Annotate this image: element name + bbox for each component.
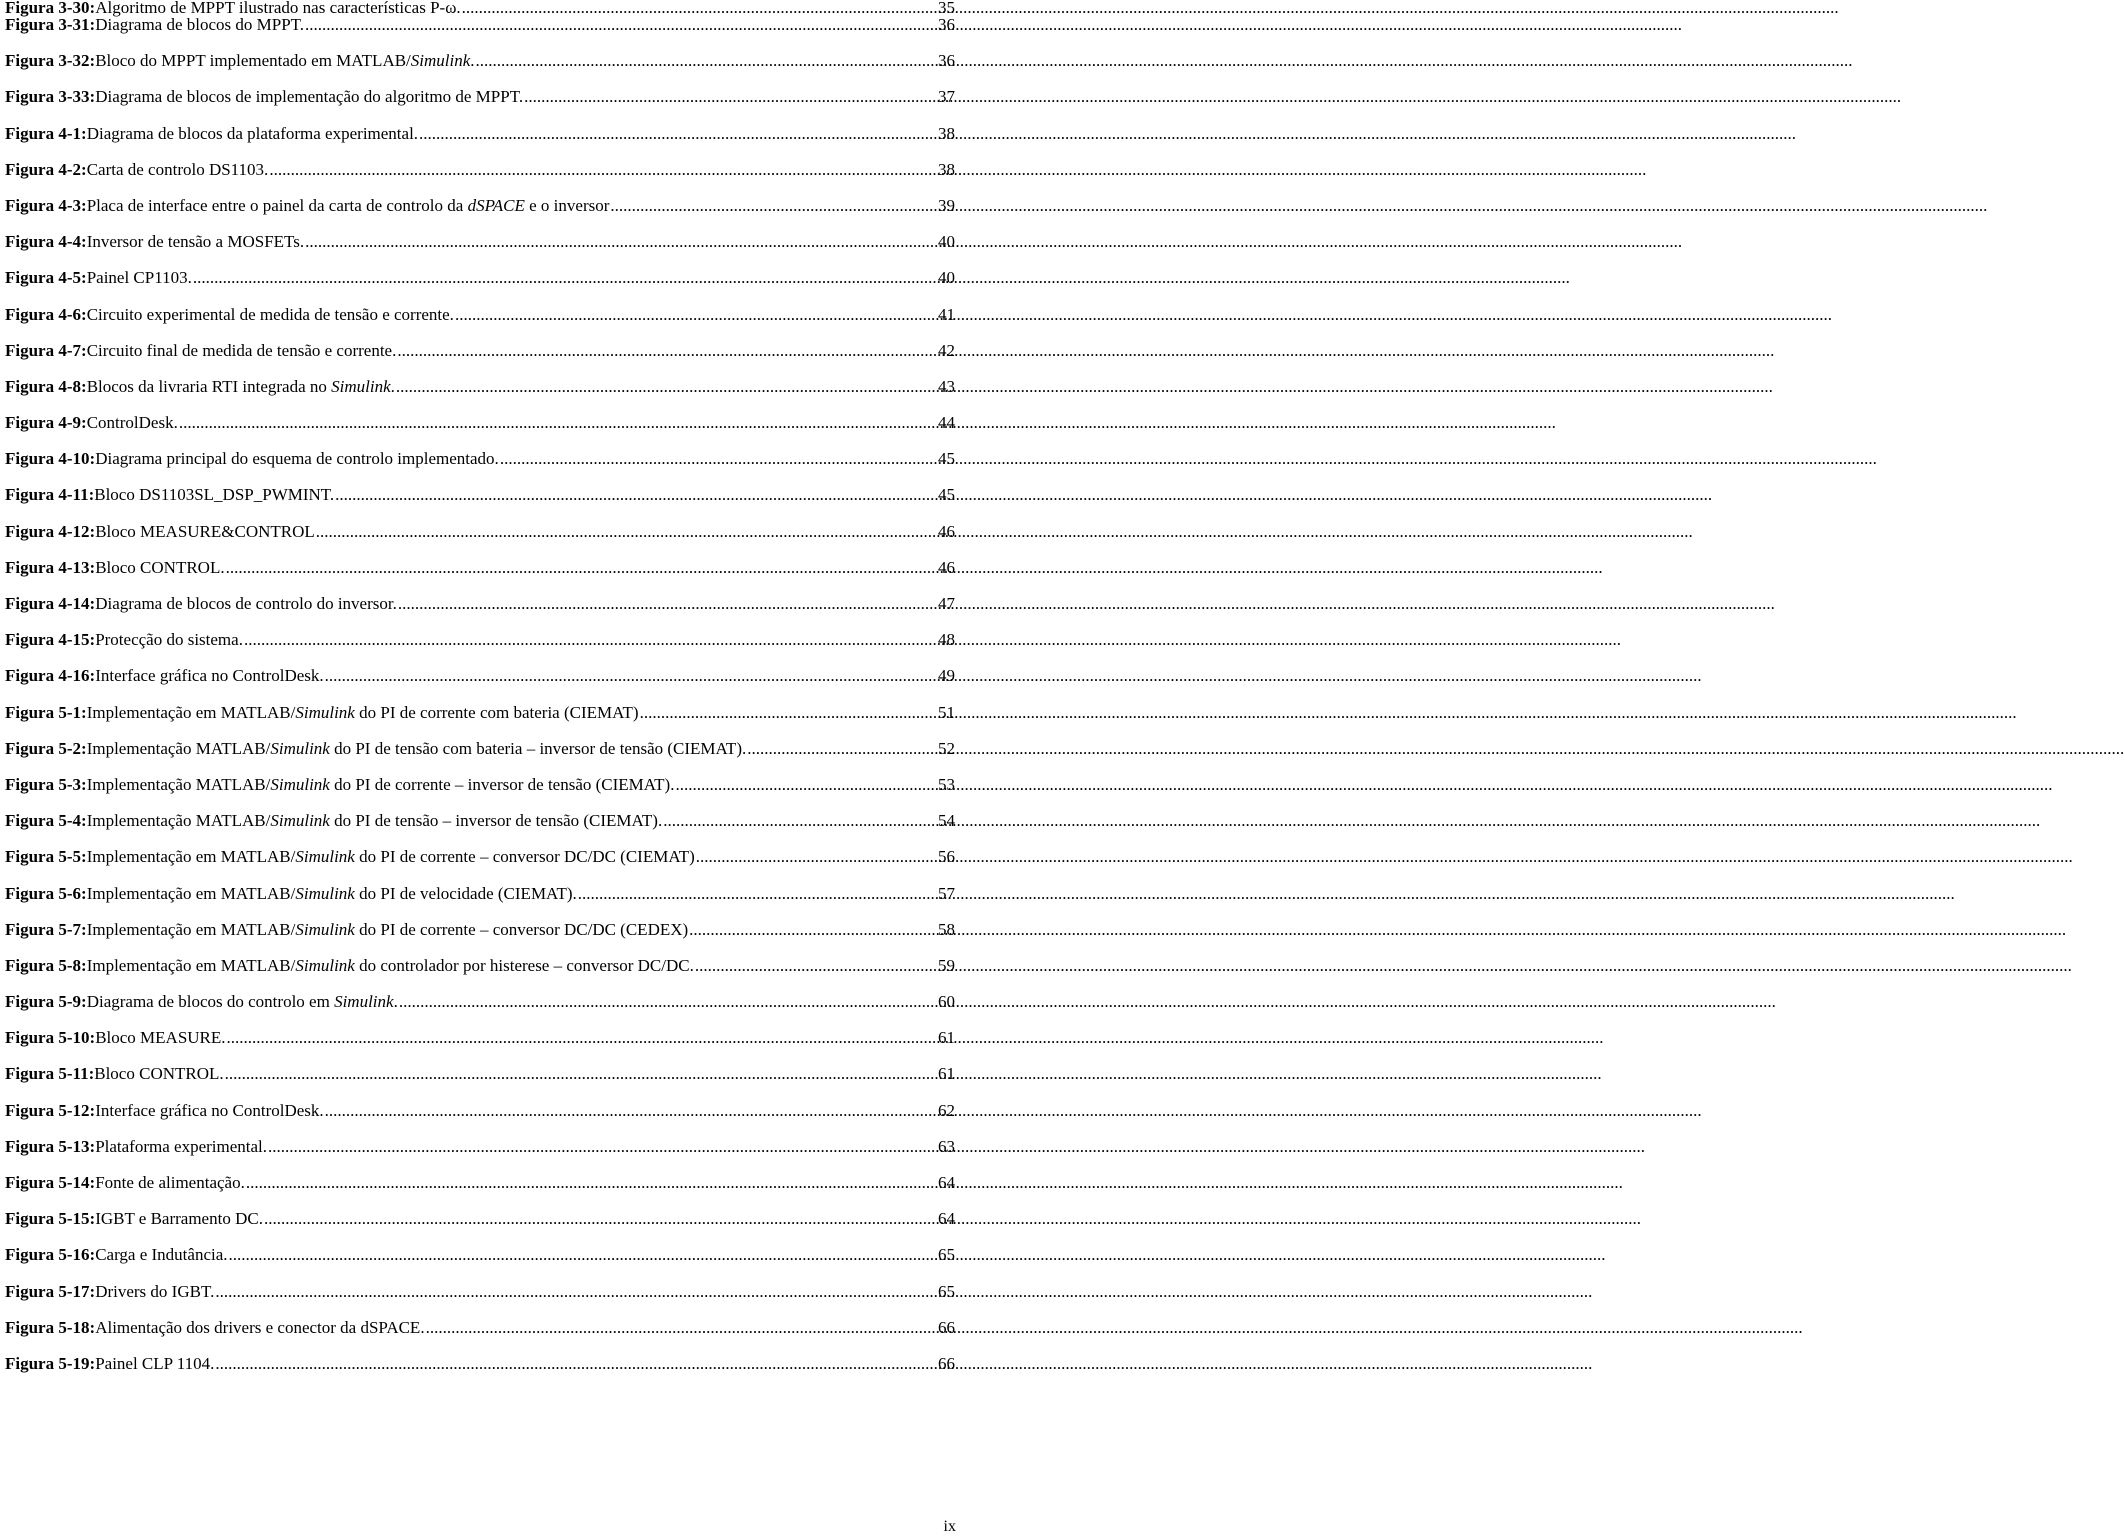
page-reference: 45 bbox=[938, 485, 955, 505]
figure-title bbox=[95, 52, 474, 69]
figure-title-tail: . bbox=[390, 376, 395, 396]
dot-leader bbox=[396, 378, 937, 395]
toc-entry[interactable] bbox=[5, 16, 955, 52]
dot-leader bbox=[268, 1138, 937, 1155]
figure-number-label: Figura 5-14: bbox=[5, 1173, 96, 1192]
figure-title bbox=[95, 0, 460, 16]
figure-title bbox=[87, 957, 694, 974]
dot-leader bbox=[675, 776, 937, 793]
figure-title bbox=[87, 306, 454, 323]
figure-title-text: Diagrama de blocos da plataforma experimental. bbox=[86, 123, 419, 143]
figure-title-text: Interface gráfica no ControlDesk. bbox=[95, 1100, 324, 1120]
page-reference: 41 bbox=[938, 304, 955, 324]
dot-leader bbox=[325, 667, 937, 684]
figure-number-label: Figura 4-9: bbox=[5, 413, 87, 433]
toc-entry[interactable] bbox=[5, 812, 955, 848]
dot-leader bbox=[476, 52, 937, 69]
figure-title-italic: Simulink bbox=[270, 738, 330, 758]
page-reference: 36 bbox=[938, 51, 955, 71]
figure-title bbox=[87, 885, 577, 902]
figure-title-text: Diagrama de blocos de implementação do algoritmo de MPPT. bbox=[95, 87, 524, 107]
page-reference: 43 bbox=[938, 376, 955, 396]
figure-number-label: Figura 4-10: bbox=[5, 449, 96, 469]
figure-title bbox=[87, 740, 747, 757]
figure-title-text: Implementação MATLAB/ bbox=[86, 811, 271, 831]
figure-title bbox=[95, 88, 523, 105]
figure-title-text: Bloco CONTROL. bbox=[95, 557, 225, 577]
figure-title-text: Bloco DS1103SL_DSP_PWMINT. bbox=[94, 485, 335, 505]
page-reference: 45 bbox=[938, 449, 955, 469]
toc-entry[interactable] bbox=[5, 993, 955, 1029]
dot-leader bbox=[305, 16, 937, 33]
figure-number-label: Figura 5-6: bbox=[5, 883, 87, 903]
figure-number-label: Figura 5-4: bbox=[5, 811, 87, 831]
dot-leader bbox=[399, 993, 937, 1010]
figure-title-text: ControlDesk. bbox=[86, 413, 178, 433]
dot-leader bbox=[610, 197, 937, 214]
figure-title-italic: dSPACE bbox=[467, 195, 525, 215]
dot-leader bbox=[229, 1246, 937, 1263]
dot-leader bbox=[747, 740, 937, 757]
page-reference: 46 bbox=[938, 521, 955, 541]
figure-number-label: Figura 5-10: bbox=[5, 1028, 96, 1048]
figure-number-label: Figura 4-8: bbox=[5, 376, 87, 396]
figure-title bbox=[87, 197, 610, 214]
figure-number-label: Figura 3-31: bbox=[5, 15, 96, 34]
page-reference: 62 bbox=[938, 1100, 955, 1120]
figure-title bbox=[95, 559, 224, 576]
toc-entry[interactable] bbox=[5, 1283, 955, 1319]
figure-title-text: Bloco CONTROL. bbox=[94, 1064, 224, 1084]
figure-title bbox=[95, 1102, 323, 1119]
figure-title-text: Bloco MEASURE&CONTROL bbox=[95, 521, 315, 541]
page-reference: 65 bbox=[938, 1245, 955, 1265]
figure-title-text: Implementação em MATLAB/ bbox=[86, 919, 296, 939]
page-reference: 59 bbox=[938, 955, 955, 975]
figure-title-text: Placa de interface entre o painel da carta de controlo da bbox=[86, 195, 468, 215]
figure-number-label: Figura 4-6: bbox=[5, 304, 87, 324]
figure-number-label: Figura 5-1: bbox=[5, 702, 87, 722]
page-reference: 38 bbox=[938, 159, 955, 179]
page-reference: 47 bbox=[938, 594, 955, 613]
page-reference: 61 bbox=[938, 1028, 955, 1048]
page-reference: 58 bbox=[938, 919, 955, 939]
dot-leader bbox=[335, 486, 937, 503]
figure-title bbox=[95, 1246, 227, 1263]
figure-title bbox=[87, 161, 269, 178]
figure-number-label: Figura 4-11: bbox=[5, 485, 95, 505]
dot-leader bbox=[215, 1355, 937, 1372]
figure-title-text: Carga e Indutância. bbox=[95, 1245, 228, 1265]
page-reference: 42 bbox=[938, 340, 955, 360]
page-reference: 52 bbox=[938, 738, 955, 758]
dot-leader bbox=[264, 1210, 937, 1227]
figure-number-label: Figura 5-17: bbox=[5, 1281, 96, 1301]
figure-number-label: Figura 4-7: bbox=[5, 340, 87, 360]
dot-leader bbox=[244, 631, 937, 648]
toc-entry[interactable] bbox=[5, 957, 955, 993]
figure-number-label: Figura 3-33: bbox=[5, 87, 96, 107]
dot-leader bbox=[695, 957, 937, 974]
figure-title-text: Diagrama principal do esquema de controlo implementado. bbox=[95, 449, 499, 469]
toc-entry[interactable] bbox=[5, 523, 955, 559]
figure-title-text: Implementação MATLAB/ bbox=[86, 738, 271, 758]
dot-leader bbox=[640, 704, 937, 721]
toc-entry[interactable] bbox=[5, 0, 955, 16]
toc-entry[interactable] bbox=[5, 125, 955, 161]
figure-number-label: Figura 5-13: bbox=[5, 1136, 96, 1156]
toc-entry[interactable] bbox=[5, 921, 955, 957]
figure-title-italic: Simulink bbox=[410, 51, 471, 71]
page-reference: 64 bbox=[938, 1209, 955, 1229]
figure-title-text: IGBT e Barramento DC. bbox=[95, 1209, 263, 1229]
dot-leader bbox=[226, 559, 937, 576]
toc-entry[interactable] bbox=[5, 1138, 955, 1174]
dot-leader bbox=[419, 125, 937, 142]
figure-title-text: Implementação em MATLAB/ bbox=[86, 847, 296, 867]
figure-number-label: Figura 4-12: bbox=[5, 521, 96, 541]
dot-leader bbox=[193, 269, 937, 286]
list-of-figures bbox=[5, 0, 955, 1391]
figure-title-text: Carta de controlo DS1103. bbox=[86, 159, 269, 179]
figure-title bbox=[95, 1029, 225, 1046]
dot-leader bbox=[316, 523, 937, 540]
toc-entry[interactable] bbox=[5, 631, 955, 667]
dot-leader bbox=[696, 848, 937, 865]
page-reference: 56 bbox=[938, 847, 955, 867]
figure-title bbox=[87, 704, 639, 721]
figure-title bbox=[95, 523, 315, 540]
figure-title-text: Implementação em MATLAB/ bbox=[86, 883, 296, 903]
figure-number-label: Figura 3-32: bbox=[5, 51, 96, 71]
figure-title bbox=[87, 378, 395, 395]
figure-title bbox=[87, 848, 695, 865]
figure-title-text: Plataforma experimental. bbox=[95, 1136, 268, 1156]
figure-number-label: Figura 5-5: bbox=[5, 847, 87, 867]
figure-title-italic: Simulink bbox=[295, 955, 355, 975]
figure-number-label: Figura 3-30: bbox=[5, 0, 96, 17]
figure-number-label: Figura 5-19: bbox=[5, 1353, 96, 1373]
figure-title-text: Painel CP1103. bbox=[86, 268, 192, 288]
page-reference: 61 bbox=[938, 1064, 955, 1084]
figure-number-label: Figura 5-7: bbox=[5, 919, 87, 939]
figure-title-text: Diagrama de blocos do MPPT. bbox=[95, 15, 305, 34]
page-reference: 53 bbox=[938, 774, 955, 794]
figure-title-text: Implementação em MATLAB/ bbox=[86, 702, 296, 722]
toc-entry[interactable] bbox=[5, 378, 955, 414]
figure-title-tail: do PI de corrente – conversor DC/DC (CEDEX) bbox=[354, 919, 689, 939]
dot-leader bbox=[462, 0, 937, 16]
toc-entry[interactable] bbox=[5, 1065, 955, 1101]
figure-title-tail: do PI de tensão – inversor de tensão (CIEMAT). bbox=[329, 811, 663, 831]
toc-entry[interactable] bbox=[5, 1102, 955, 1138]
figure-number-label: Figura 4-16: bbox=[5, 666, 96, 686]
toc-entry[interactable] bbox=[5, 595, 955, 631]
toc-entry[interactable] bbox=[5, 52, 955, 88]
toc-entry[interactable] bbox=[5, 88, 955, 124]
figure-number-label: Figura 5-12: bbox=[5, 1100, 96, 1120]
document-page bbox=[0, 0, 960, 1537]
dot-leader bbox=[578, 885, 937, 902]
figure-title-italic: Simulink bbox=[295, 847, 355, 867]
figure-number-label: Figura 5-18: bbox=[5, 1317, 96, 1337]
toc-entry[interactable] bbox=[5, 776, 955, 812]
figure-title-text: Interface gráfica no ControlDesk. bbox=[95, 666, 324, 686]
dot-leader bbox=[225, 1065, 937, 1082]
figure-title bbox=[87, 342, 397, 359]
figure-title bbox=[95, 595, 397, 612]
page-reference: 54 bbox=[938, 811, 955, 831]
figure-title-text: Fonte de alimentação. bbox=[95, 1173, 245, 1192]
dot-leader bbox=[215, 1283, 937, 1300]
figure-number-label: Figura 4-13: bbox=[5, 557, 96, 577]
figure-number-label: Figura 4-5: bbox=[5, 268, 87, 288]
page-reference: 37 bbox=[938, 87, 955, 107]
figure-number-label: Figura 5-3: bbox=[5, 774, 87, 794]
page-reference: 40 bbox=[938, 268, 955, 288]
figure-title-italic: Simulink bbox=[295, 702, 355, 722]
toc-entry[interactable] bbox=[5, 667, 955, 703]
toc-entry[interactable] bbox=[5, 161, 955, 197]
toc-entry[interactable] bbox=[5, 233, 955, 269]
figure-title bbox=[95, 1138, 267, 1155]
toc-entry[interactable] bbox=[5, 197, 955, 233]
figure-title-italic: Simulink bbox=[331, 376, 391, 396]
page-reference: 64 bbox=[938, 1173, 955, 1192]
figure-title bbox=[87, 921, 688, 938]
figure-title-tail: do PI de tensão com bateria – inversor de tensão (CIEMAT). bbox=[329, 738, 747, 758]
figure-title-tail: do PI de corrente – inversor de tensão (CIEMAT). bbox=[329, 774, 675, 794]
figure-title-text: Inversor de tensão a MOSFETs. bbox=[86, 232, 305, 252]
figure-number-label: Figura 5-8: bbox=[5, 955, 87, 975]
page-reference: 57 bbox=[938, 883, 955, 903]
figure-title bbox=[95, 1174, 245, 1191]
toc-entry[interactable] bbox=[5, 1210, 955, 1246]
dot-leader bbox=[426, 1319, 937, 1336]
toc-entry[interactable] bbox=[5, 1319, 955, 1355]
figure-title-tail: . bbox=[470, 51, 475, 71]
figure-title-text: Circuito final de medida de tensão e corrente. bbox=[86, 340, 397, 360]
page-reference: 66 bbox=[938, 1353, 955, 1373]
figure-title-text: Bloco MEASURE. bbox=[95, 1028, 226, 1048]
figure-title bbox=[95, 667, 323, 684]
page-reference: 38 bbox=[938, 123, 955, 143]
figure-title-text: Painel CLP 1104. bbox=[95, 1353, 215, 1373]
figure-title-tail: do PI de velocidade (CIEMAT). bbox=[354, 883, 577, 903]
figure-number-label: Figura 4-15: bbox=[5, 630, 96, 650]
figure-title-tail: do PI de corrente com bateria (CIEMAT) bbox=[354, 702, 639, 722]
figure-title bbox=[94, 1065, 223, 1082]
dot-leader bbox=[269, 161, 937, 178]
toc-entry[interactable] bbox=[5, 559, 955, 595]
figure-number-label: Figura 4-2: bbox=[5, 159, 87, 179]
toc-entry[interactable] bbox=[5, 306, 955, 342]
figure-title bbox=[87, 269, 192, 286]
toc-entry[interactable] bbox=[5, 269, 955, 305]
page-number-folio: ix bbox=[943, 1518, 956, 1535]
dot-leader bbox=[179, 414, 937, 431]
toc-entry[interactable] bbox=[5, 414, 955, 450]
figure-number-label: Figura 5-11: bbox=[5, 1064, 95, 1084]
page-reference: 60 bbox=[938, 992, 955, 1012]
figure-number-label: Figura 5-16: bbox=[5, 1245, 96, 1265]
figure-title bbox=[95, 1283, 214, 1300]
figure-number-label: Figura 5-15: bbox=[5, 1209, 96, 1229]
page-reference: 63 bbox=[938, 1136, 955, 1156]
figure-title-italic: Simulink bbox=[295, 919, 355, 939]
page-reference: 46 bbox=[938, 557, 955, 577]
dot-leader bbox=[325, 1102, 937, 1119]
figure-title bbox=[94, 486, 334, 503]
figure-title bbox=[95, 631, 243, 648]
dot-leader bbox=[246, 1174, 937, 1191]
dot-leader bbox=[663, 812, 937, 829]
figure-title bbox=[95, 450, 499, 467]
page-reference: 39 bbox=[938, 195, 955, 215]
figure-title bbox=[87, 993, 398, 1010]
figure-title-text: Algoritmo de MPPT ilustrado nas características P-ω. bbox=[95, 0, 461, 17]
dot-leader bbox=[305, 233, 937, 250]
figure-title bbox=[87, 776, 675, 793]
dot-leader bbox=[227, 1029, 937, 1046]
page-reference: 36 bbox=[938, 15, 955, 34]
toc-entry[interactable] bbox=[5, 1355, 955, 1391]
figure-title bbox=[87, 233, 304, 250]
dot-leader bbox=[500, 450, 937, 467]
page-reference: 51 bbox=[938, 702, 955, 722]
page-reference: 48 bbox=[938, 630, 955, 650]
toc-entry[interactable] bbox=[5, 450, 955, 486]
dot-leader bbox=[397, 342, 937, 359]
figure-number-label: Figura 4-1: bbox=[5, 123, 87, 143]
figure-title-text: Drivers do IGBT. bbox=[95, 1281, 215, 1301]
toc-entry[interactable] bbox=[5, 885, 955, 921]
figure-title-tail: do PI de corrente – conversor DC/DC (CIEMAT) bbox=[354, 847, 695, 867]
figure-title bbox=[87, 125, 418, 142]
figure-title-text: Implementação MATLAB/ bbox=[86, 774, 271, 794]
figure-title bbox=[87, 414, 178, 431]
figure-title-text: Implementação em MATLAB/ bbox=[86, 955, 296, 975]
toc-entry[interactable] bbox=[5, 740, 955, 776]
dot-leader bbox=[689, 921, 937, 938]
figure-title-italic: Simulink bbox=[270, 774, 330, 794]
figure-title-italic: Simulink bbox=[270, 811, 330, 831]
figure-number-label: Figura 4-14: bbox=[5, 594, 96, 613]
figure-title-text: Diagrama de blocos do controlo em bbox=[86, 992, 335, 1012]
toc-entry[interactable] bbox=[5, 486, 955, 522]
figure-title-italic: Simulink bbox=[334, 992, 394, 1012]
figure-title-tail: . bbox=[393, 992, 398, 1012]
figure-title bbox=[95, 1210, 263, 1227]
dot-leader bbox=[455, 306, 937, 323]
figure-number-label: Figura 4-3: bbox=[5, 195, 87, 215]
toc-entry[interactable] bbox=[5, 1174, 955, 1210]
toc-entry[interactable] bbox=[5, 848, 955, 884]
dot-leader bbox=[398, 595, 937, 612]
figure-title-text: Alimentação dos drivers e conector da dSPACE. bbox=[95, 1317, 425, 1337]
figure-title-text: Bloco do MPPT implementado em MATLAB/ bbox=[95, 51, 411, 71]
figure-number-label: Figura 5-2: bbox=[5, 738, 87, 758]
page-reference: 66 bbox=[938, 1317, 955, 1337]
page-reference: 65 bbox=[938, 1281, 955, 1301]
figure-title bbox=[95, 1319, 424, 1336]
page-reference: 35 bbox=[938, 0, 955, 17]
toc-entry[interactable] bbox=[5, 704, 955, 740]
dot-leader bbox=[524, 88, 937, 105]
figure-title bbox=[95, 16, 304, 33]
figure-title-tail: e o inversor bbox=[524, 195, 610, 215]
figure-title-text: Protecção do sistema. bbox=[95, 630, 243, 650]
toc-entry[interactable] bbox=[5, 342, 955, 378]
page-reference: 40 bbox=[938, 232, 955, 252]
page-reference: 44 bbox=[938, 413, 955, 433]
figure-title-text: Diagrama de blocos de controlo do inversor. bbox=[95, 594, 397, 613]
toc-entry[interactable] bbox=[5, 1246, 955, 1282]
toc-entry[interactable] bbox=[5, 1029, 955, 1065]
page-reference: 49 bbox=[938, 666, 955, 686]
figure-number-label: Figura 5-9: bbox=[5, 992, 87, 1012]
figure-title bbox=[95, 1355, 214, 1372]
figure-title-text: Blocos da livraria RTI integrada no bbox=[86, 376, 332, 396]
figure-title-tail: do controlador por histerese – conversor DC/DC. bbox=[354, 955, 694, 975]
figure-title-text: Circuito experimental de medida de tensão e corrente. bbox=[86, 304, 454, 324]
figure-number-label: Figura 4-4: bbox=[5, 232, 87, 252]
figure-title-italic: Simulink bbox=[295, 883, 355, 903]
figure-title bbox=[87, 812, 663, 829]
